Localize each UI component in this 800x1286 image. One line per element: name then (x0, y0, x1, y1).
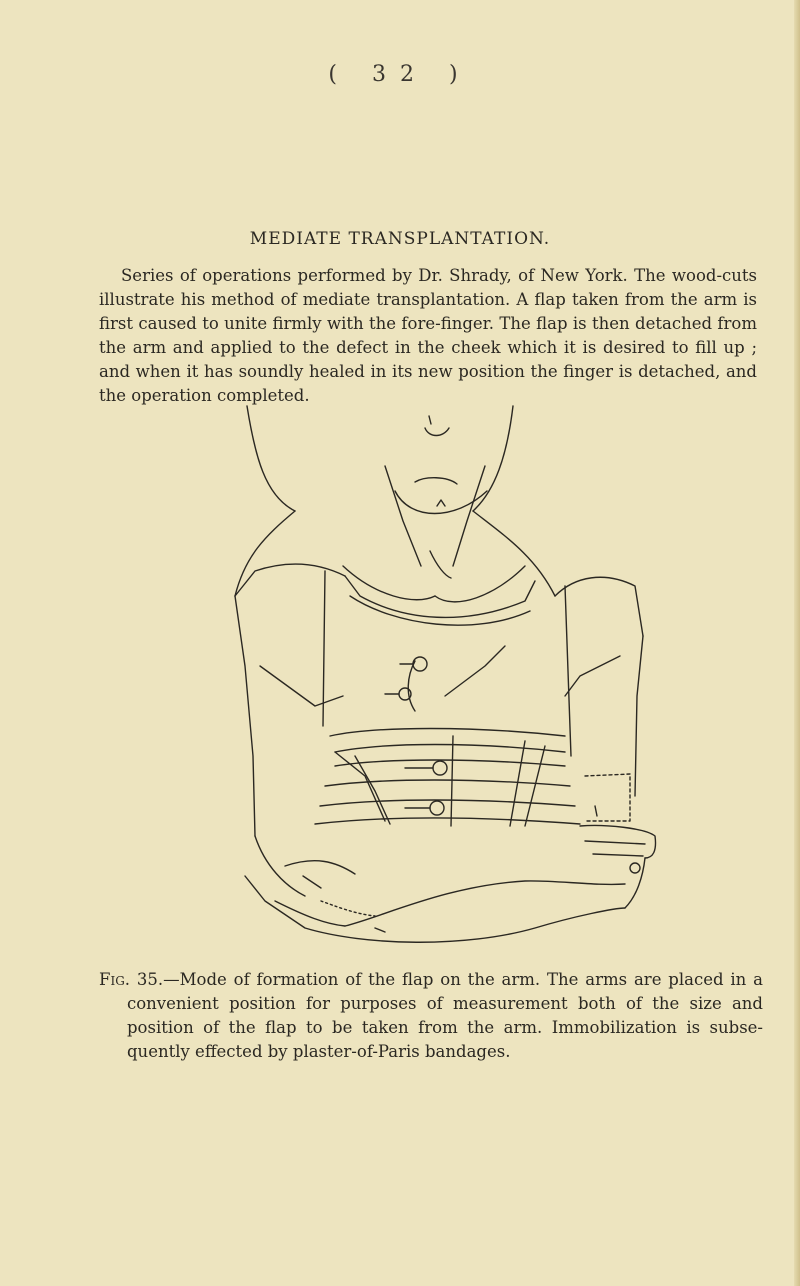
page-edge (794, 0, 800, 1286)
intro-paragraph: Series of operations performed by Dr. Shrady, of New York. The wood-cuts illustrate his method of mediate transplantation. A flap taken from the arm is first caused to unite firmly with the fore-finger. The flap is then detached from the arm and applied to the defect in the cheek which it is desired to fill up ; and when it has soundly healed in its new position the finger is detached, and the operation completed. (99, 266, 757, 405)
woodcut-figure (225, 396, 665, 956)
figure-caption-text: —Mode of formation of the flap on the arm. The arms are placed in a convenient position for purposes of measurement both of the size and position of the flap to be taken from the arm. Immobilization is subse-quently effected by plaster-of-Paris bandages. (127, 970, 763, 1061)
figure-label: Fig. 35. (99, 970, 164, 989)
woodcut-illustration (225, 396, 665, 956)
figure-caption (99, 968, 763, 1064)
page-number: ( 32 ) (328, 62, 472, 87)
section-heading: MEDIATE TRANSPLANTATION. (249, 229, 551, 249)
